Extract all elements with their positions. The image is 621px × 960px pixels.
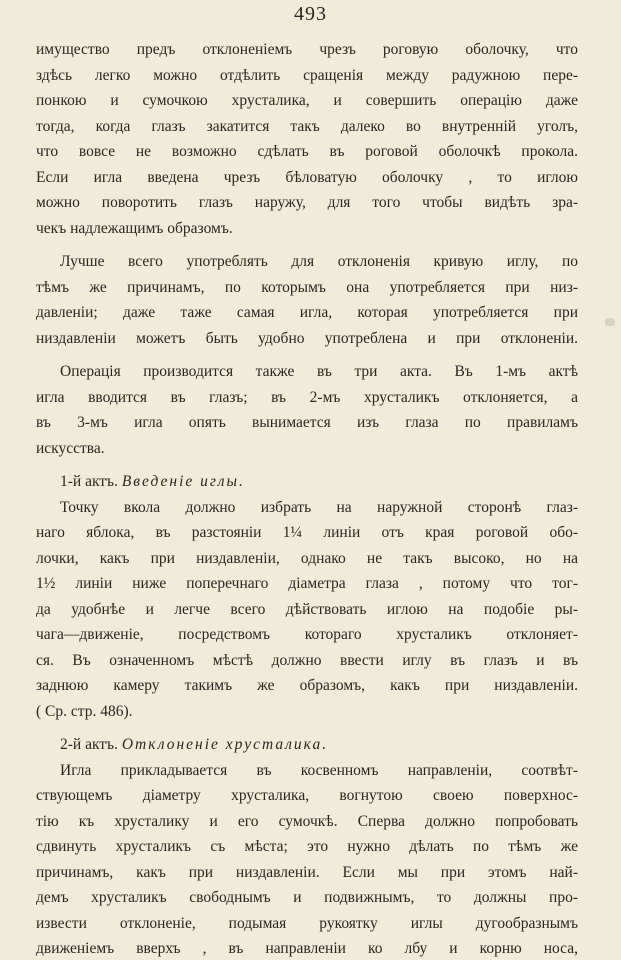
text-line: ( Ср. стр. 486). xyxy=(36,702,133,720)
page-number: 493 xyxy=(294,3,327,25)
text-line: причинамъ, какъ при низдавленіи. Если мы при этомъ най- xyxy=(36,863,578,881)
text-line: давленіи; даже таже самая игла, которая употребляется при xyxy=(36,304,578,321)
text-line: чага—движеніе, посредствомъ котораго хрусталикъ отклоняет- xyxy=(36,626,578,643)
section-label: 1-й актъ. xyxy=(60,473,118,490)
text-line: игла вводится въ глазъ; въ 2-мъ хрусталикъ отклоняется, а xyxy=(36,388,578,406)
text-line: въ 3-мъ игла опять вынимается изъ глаза по правиламъ xyxy=(36,414,578,431)
text-line: тію къ хрусталику и его сумочкѣ. Сперва должно попробовать xyxy=(36,812,578,830)
text-line: ся. Въ означенномъ мѣстѣ должно ввести иглу въ глазъ и въ xyxy=(36,651,578,669)
text-line: Точку вкола должно избрать на наружной сторонѣ глаз- xyxy=(60,498,578,516)
text-line: Если игла введена чрезъ бѣловатую оболочку , то иглою xyxy=(36,168,578,186)
section-heading xyxy=(36,732,578,758)
section-title: Введеніе иглы. xyxy=(121,473,245,490)
text-line: лочки, какъ при низдавленіи, однако не такъ высоко, но на xyxy=(36,549,578,567)
text-line: извести отклоненіе, подымая рукоятку иглы дугообразнымъ xyxy=(36,914,578,932)
text-line: что вовсе не возможно сдѣлать въ роговой оболочкѣ прокола. xyxy=(36,143,578,160)
text-line: понкою и сумочкою хрусталика, и совершить операцію даже xyxy=(36,92,578,109)
text-line: тогда, когда глазъ закатится такъ далеко во внутренній уголъ, xyxy=(36,117,578,135)
paper-blemish xyxy=(605,318,615,326)
text-line: ствующемъ діаметру хрусталика, вогнутою своею поверхнос- xyxy=(36,787,578,804)
section-title: Отклоненіе хрусталика. xyxy=(121,736,329,753)
text-line: искусства. xyxy=(36,439,105,457)
text-line: Лучше всего употреблять для отклоненія кривую иглу, по xyxy=(60,253,578,270)
text-line: чекъ надлежащимъ образомъ. xyxy=(36,219,233,237)
text-line: Операція производится также въ три акта. Въ 1-мъ актѣ xyxy=(60,363,578,380)
paragraph xyxy=(36,758,578,960)
text-line: движеніемъ вверхъ , въ направленіи ко лбу и корню носа, xyxy=(36,940,578,957)
text-line: заднюю камеру такимъ же образомъ, какъ при низдавленіи. xyxy=(36,677,578,694)
text-line: низдавленіи можетъ быть удобно употреблена и при отклоненіи. xyxy=(36,329,578,347)
paragraph xyxy=(36,495,578,725)
text-line: Игла прикладывается въ косвенномъ направленіи, соотвѣт- xyxy=(60,761,578,779)
text-line: 1½ линіи ниже поперечнаго діаметра глаза , потому что тог- xyxy=(36,575,578,592)
text-line: демъ хрусталикъ свободнымъ и подвижнымъ, то должны про- xyxy=(36,889,578,906)
text-line: тѣмъ же причинамъ, по которымъ она употребляется при низ- xyxy=(36,278,578,296)
paragraph xyxy=(36,359,578,461)
text-line: здѣсь легко можно отдѣлить сращенія между радужною пере- xyxy=(36,66,578,84)
paragraph xyxy=(36,249,578,351)
paragraph xyxy=(36,37,578,241)
text-line: имущество предъ отклоненіемъ чрезъ роговую оболочку, что xyxy=(36,41,578,58)
text-line: можно поворотить глазъ наружу, для того чтобы видѣть зра- xyxy=(36,194,578,211)
section-label: 2-й актъ. xyxy=(60,736,118,753)
text-line: да удобнѣе и легче всего дѣйствовать иглою на подобіе ры- xyxy=(36,600,578,618)
text-line: сдвинуть хрусталикъ съ мѣста; это нужно дѣлать по тѣмъ же xyxy=(36,838,578,855)
body-text xyxy=(36,37,578,960)
section-heading xyxy=(36,469,578,495)
text-line: наго яблока, въ разстояніи 1¼ линіи отъ края роговой обо- xyxy=(36,524,578,541)
